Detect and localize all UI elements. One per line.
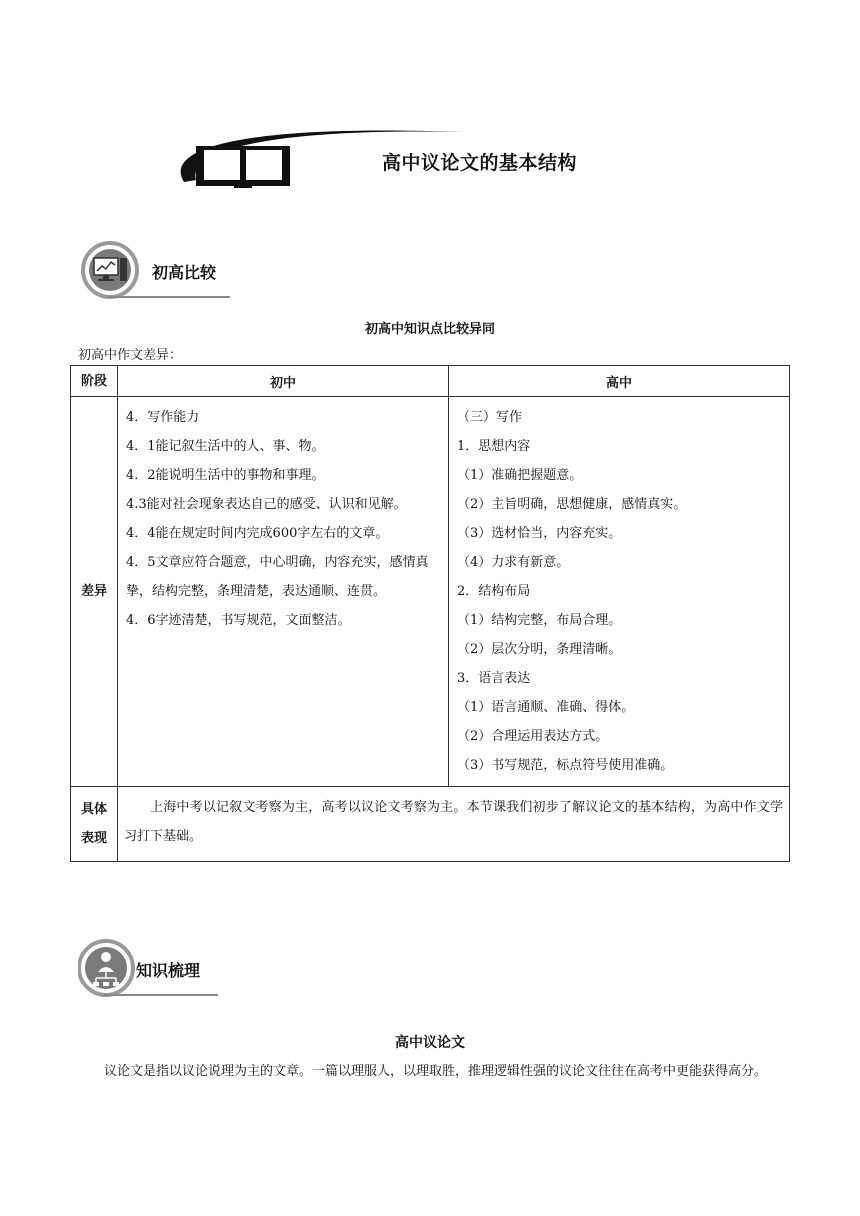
detail-text: 上海中考以记叙文考察为主，高考以议论文考察为主。本节课我们初步了解议论文的基本结构，为高中作文学习打下基础。 xyxy=(124,800,783,844)
list-item: （4）力求有新意。 xyxy=(457,555,570,570)
header-junior: 初中 xyxy=(118,366,449,397)
header-stage: 阶段 xyxy=(71,366,118,397)
intro-label: 初高中作文差异： xyxy=(78,348,183,363)
list-item: 4．1能记叙生活中的人、事、物。 xyxy=(126,439,325,454)
table-caption: 初高中知识点比较异同 xyxy=(364,322,495,337)
list-item: （2）层次分明，条理清晰。 xyxy=(457,642,622,657)
list-item: （2）合理运用表达方式。 xyxy=(457,729,609,744)
list-item: （1）语言通顺、准确、得体。 xyxy=(457,700,635,715)
list-item: （3）选材恰当，内容充实。 xyxy=(457,526,622,541)
list-item: 4．5文章应符合题意，中心明确，内容充实，感情真挚，结构完整，条理清楚，表达通顺、连贯。 xyxy=(126,555,429,599)
junior-requirements xyxy=(118,397,449,787)
list-item: （1）准确把握题意。 xyxy=(457,468,583,483)
list-item: （2）主旨明确，思想健康，感情真实。 xyxy=(457,497,687,512)
table-row-difference xyxy=(71,397,790,787)
senior-requirements xyxy=(449,397,790,787)
list-item: 1．思想内容 xyxy=(457,439,531,454)
section-header-knowledge xyxy=(78,938,258,998)
row-label-difference: 差异 xyxy=(71,397,118,787)
list-item: 2．结构布局 xyxy=(457,584,531,599)
list-item: 4.3能对社会现象表达自己的感受、认识和见解。 xyxy=(126,497,407,512)
comparison-table xyxy=(70,365,790,862)
subsection-title: 高中议论文 xyxy=(395,1035,465,1051)
detail-cell xyxy=(118,787,790,862)
row-label-detail xyxy=(71,787,118,862)
row-label-line: 表现 xyxy=(80,831,107,846)
row-label-line: 具体 xyxy=(80,802,107,817)
section-title: 初高比较 xyxy=(152,263,217,282)
section-title: 知识梳理 xyxy=(136,961,201,980)
title-banner xyxy=(172,110,652,200)
list-item: 4．4能在规定时间内完成600字左右的文章。 xyxy=(126,526,389,541)
header-senior: 高中 xyxy=(449,366,790,397)
table-header-row xyxy=(71,366,790,397)
list-item: 4．写作能力 xyxy=(126,410,200,425)
page-title: 高中议论文的基本结构 xyxy=(382,152,578,174)
list-item: 4．2能说明生活中的事物和事理。 xyxy=(126,468,325,483)
body-paragraph: 议论文是指以议论说理为主的文章。一篇以理服人，以理取胜，推理逻辑性强的议论文往往在高考中更能获得高分。 xyxy=(104,1064,768,1079)
list-item: 4．6字迹清楚，书写规范，文面整洁。 xyxy=(126,613,351,628)
list-item: （3）书写规范，标点符号使用准确。 xyxy=(457,758,674,773)
table-row-detail xyxy=(71,787,790,862)
list-item: （三）写作 xyxy=(457,410,523,425)
list-item: （1）结构完整，布局合理。 xyxy=(457,613,622,628)
list-item: 3．语言表达 xyxy=(457,671,531,686)
section-header-comparison xyxy=(80,240,260,300)
